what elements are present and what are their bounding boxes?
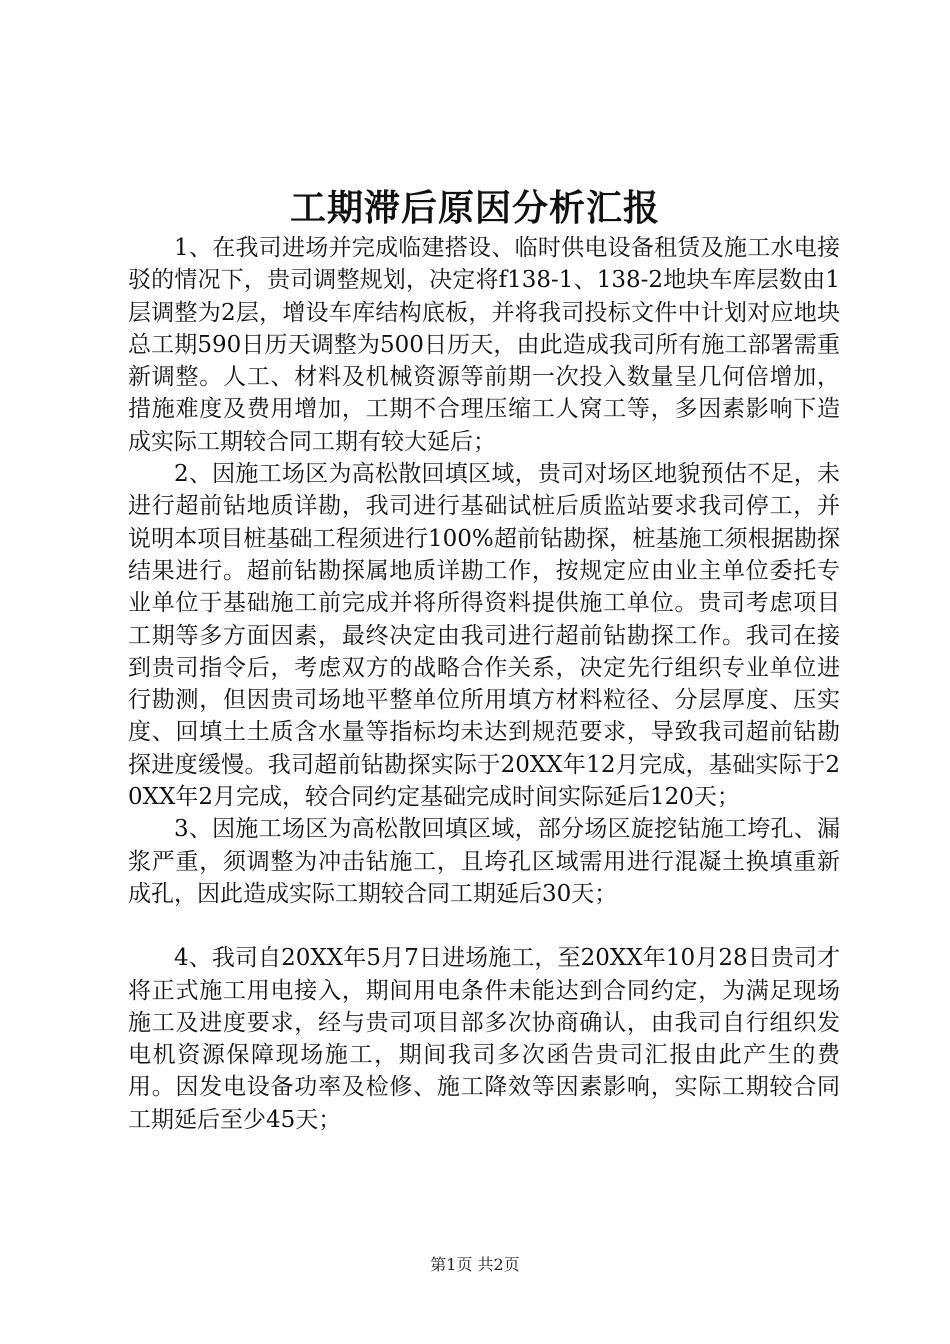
paragraph-1: 1、在我司进场并完成临建搭设、临时供电设备租赁及施工水电接驳的情况下，贵司调整规划，决定将f138-1、138-2地块车库层数由1层调整为2层，增设车库结构底板，并将我司投标文件中计划对应地块总工期590日历天调整为500日历天，由此造成我司所有施工部署需重新调整。人工、材料及机械资源等前期一次投入数量呈几何倍增加，措施难度及费用增加，工期不合理压缩工人窝工等，多因素影响下造成实际工期较合同工期有较大延后； [128, 235, 840, 455]
paragraph-2: 2、因施工场区为高松散回填区域，贵司对场区地貌预估不足，未进行超前钻地质详勘，我司进行基础试桩后质监站要求我司停工，并说明本项目桩基础工程须进行100%超前钻勘探，桩基施工须根据勘探结果进行。超前钻勘探属地质详勘工作，按规定应由业主单位委托专业单位于基础施工前完成并将所得资料提供施工单位。贵司考虑项目工期等多方面因素，最终决定由我司进行超前钻勘探工作。我司在接到贵司指令后，考虑双方的战略合作关系，决定先行组织专业单位进行勘测，但因贵司场地平整单位所用填方材料粒径、分层厚度、压实度、回填土土质含水量等指标均未达到规范要求，导致我司超前钻勘探进度缓慢。我司超前钻勘探实际于20XX年12月完成，基础实际于20XX年2月完成，较合同约定基础完成时间实际延后120天； [128, 461, 840, 811]
document-body [128, 232, 840, 1136]
page-number-footer: 第1页 共2页 [430, 1255, 520, 1274]
paragraph-3: 3、因施工场区为高松散回填区域，部分场区旋挖钻施工垮孔、漏浆严重，须调整为冲击钻施工，且垮孔区域需用进行混凝土换填重新成孔，因此造成实际工期较合同工期延后30天； [128, 816, 840, 907]
paragraph-4: 4、我司自20XX年5月7日进场施工，至20XX年10月28日贵司才将正式施工用电接入，期间用电条件未能达到合同约定，为满足现场施工及进度要求，经与贵司项目部多次协商确认，由我司自行组织发电机资源保障现场施工，期间我司多次函告贵司汇报由此产生的费用。因发电设备功率及检修、施工降效等因素影响，实际工期较合同工期延后至少45天； [128, 945, 840, 1133]
page-title: 工期滞后原因分析汇报 [289, 187, 660, 229]
